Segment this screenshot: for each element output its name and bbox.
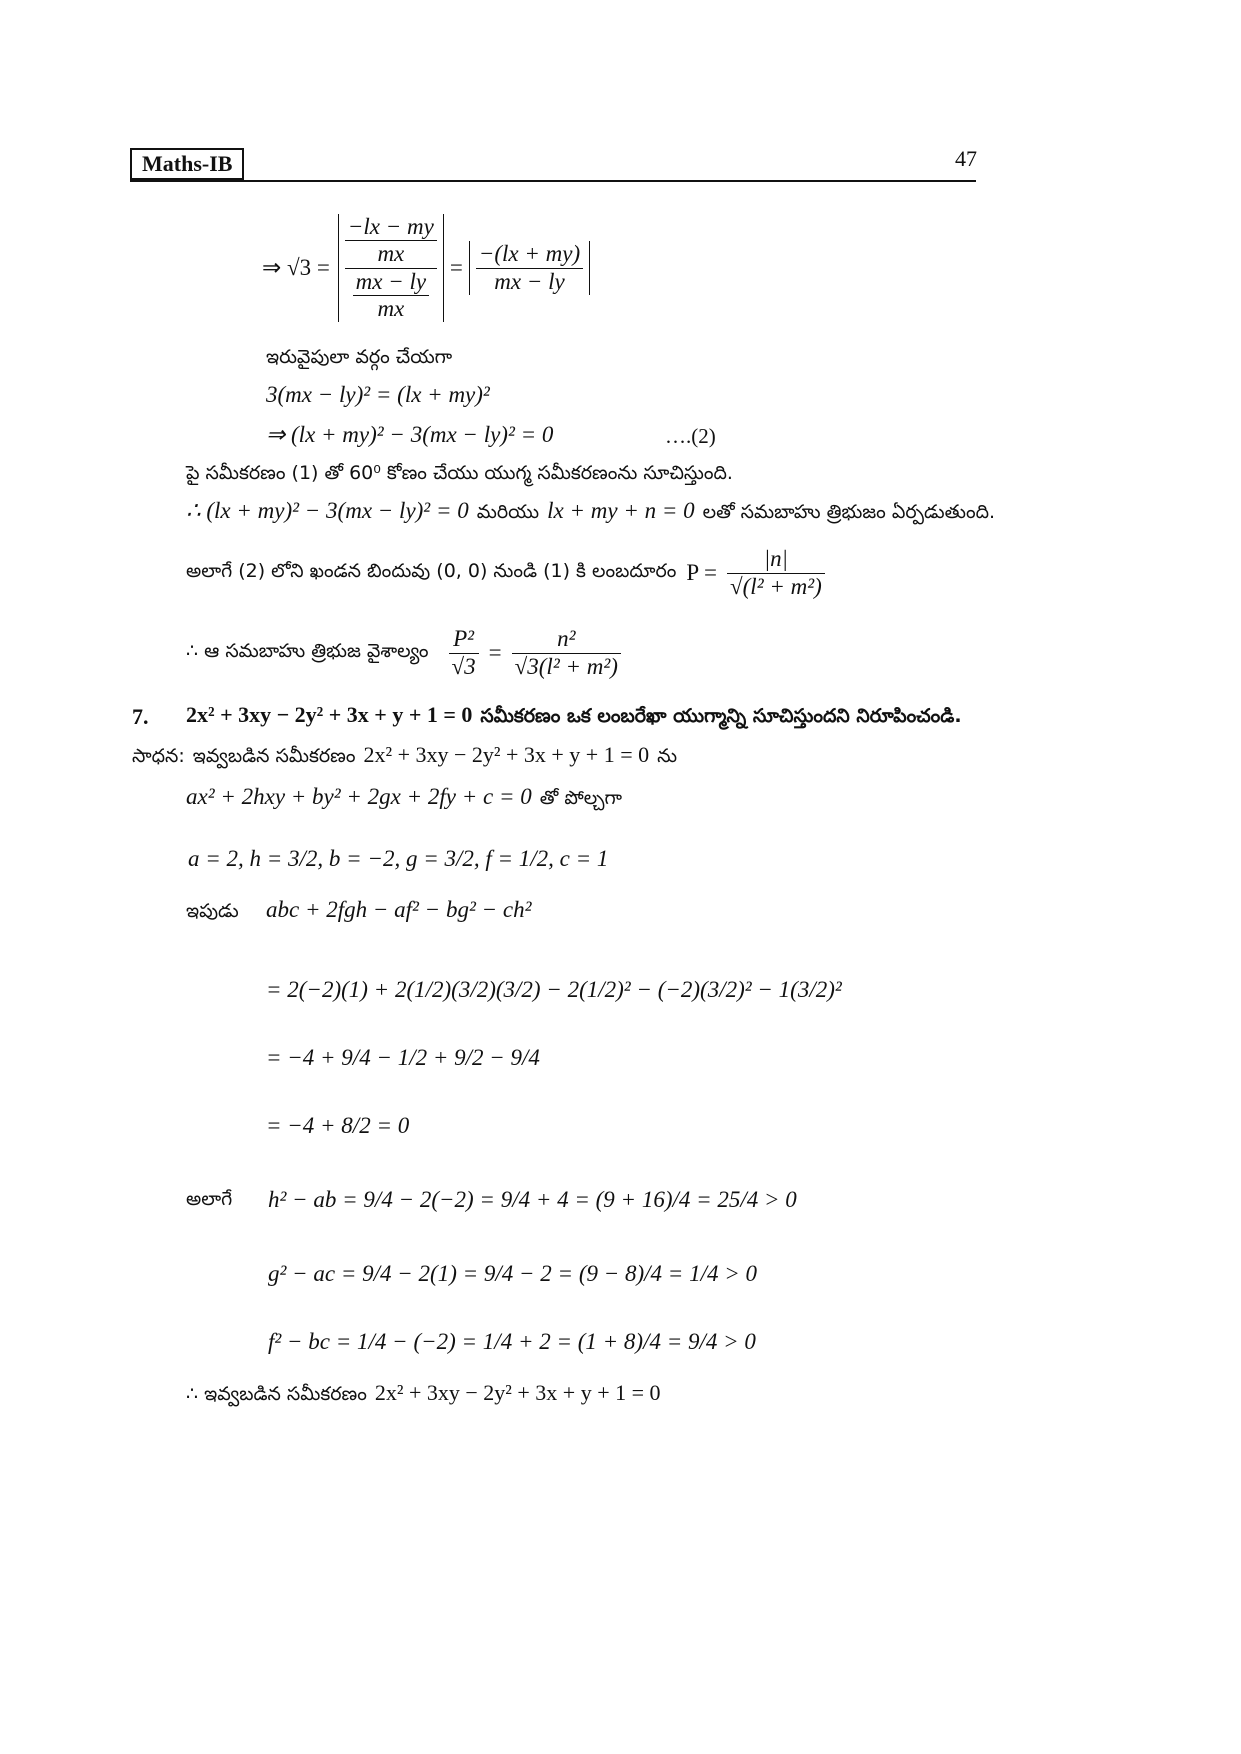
general-form: ax² + 2hxy + by² + 2gx + 2fy + c = 0: [186, 784, 532, 809]
conclusion-line: [186, 1380, 661, 1410]
solution-line1: [132, 742, 677, 772]
step2-eq1: 3(mx − ly)² = (lx + my)²: [266, 382, 490, 407]
line-60-degree: పై సమీకరణం (1) తో 60⁰ కోణం చేయు యుగ్మ సమీకరణంను సూచిస్తుంది.: [186, 462, 733, 484]
also-text: అలాగే: [186, 1188, 233, 1210]
equation-tag-2: ….(2): [665, 424, 716, 448]
step2-eq2: ⇒ (lx + my)² − 3(mx − ly)² = 0: [266, 422, 554, 447]
compare-text: తో పోల్చగా: [539, 787, 622, 809]
g-line: [268, 1246, 757, 1302]
question-equation: 2x² + 3xy − 2y² + 3x + y + 1 = 0: [186, 702, 473, 727]
area-text: ∴ ఆ సమబాహు త్రిభుజ వైశాల్యం: [186, 639, 429, 662]
page-number: 47: [955, 146, 977, 171]
h-line-text: h² − ab = 9/4 − 2(−2) = 9/4 + 4 = (9 + 16)/4 = 25/4 > 0: [268, 1187, 797, 1212]
delta-line1: [266, 960, 842, 1020]
now-text: ఇపుడు: [186, 900, 239, 922]
square-both-sides-text: ఇరువైపులా వర్గం చేయగా: [266, 346, 453, 368]
section-label: Maths-IB: [130, 148, 244, 180]
triangle-math2: lx + my + n = 0: [547, 498, 695, 523]
header-rule: [130, 180, 976, 182]
g-line-text: g² − ac = 9/4 − 2(1) = 9/4 − 2 = (9 − 8)/4 = 1/4 > 0: [268, 1261, 757, 1286]
delta-line2: [266, 1030, 540, 1086]
step1-eq: =: [449, 255, 463, 280]
delta-line3-text: = −4 + 8/2 = 0: [266, 1113, 410, 1138]
conclusion-eq: 2x² + 3xy − 2y² + 3x + y + 1 = 0: [374, 1380, 661, 1405]
general-form-line: [186, 784, 622, 814]
area-num2: n²: [512, 626, 621, 653]
distance-den: √(l² + m²): [730, 573, 822, 599]
distance-num: |n|: [727, 546, 825, 573]
step1-lhs: ⇒ √3 =: [262, 255, 330, 280]
solution-label: సాధన:: [132, 745, 185, 767]
step1-num-bot: mx: [377, 241, 405, 267]
distance-p: P =: [686, 560, 718, 585]
step1-abs-right: [469, 241, 590, 295]
step1-equation: [262, 212, 590, 324]
coefficients: [188, 834, 608, 884]
question-text: సమీకరణం ఒక లంబరేఖా యుగ్మాన్ని సూచిస్తుందని నిరూపించండి.: [480, 705, 962, 727]
line-triangle: [186, 498, 995, 528]
line-area: [186, 620, 621, 686]
line-distance: [186, 538, 825, 608]
delta-line3: [266, 1098, 409, 1154]
triangle-text2: లతో సమబాహు త్రిభుజం ఏర్పడుతుంది.: [702, 501, 996, 523]
step1-abs-left: [338, 214, 444, 323]
area-num1: P²: [449, 626, 479, 653]
delta-expression: abc + 2fgh − af² − bg² − ch²: [266, 897, 532, 922]
f-line-text: f² − bc = 1/4 − (−2) = 1/4 + 2 = (1 + 8)/4 = 9/4 > 0: [268, 1329, 756, 1354]
step1-rhs-den: mx − ly: [494, 268, 565, 294]
question-number: 7.: [132, 704, 149, 729]
solution-text2: ను: [657, 745, 678, 767]
step1-rhs-num: −(lx + my): [476, 241, 583, 268]
area-den1: √3: [451, 653, 476, 679]
distance-text: అలాగే (2) లోని ఖండన బిందువు (0, 0) నుండి (1) కి లంబదూరం: [186, 559, 677, 582]
question-7: [186, 702, 962, 732]
conclusion-text: ∴ ఇవ్వబడిన సమీకరణం: [186, 1383, 367, 1405]
delta-line1-text: = 2(−2)(1) + 2(1/2)(3/2)(3/2) − 2(1/2)² − (−2)(3/2)² − 1(3/2)²: [266, 977, 842, 1002]
f-line: [268, 1314, 756, 1370]
h-line: [268, 1172, 797, 1228]
step1-den-top: mx − ly: [353, 269, 429, 296]
solution-text1: ఇవ్వబడిన సమీకరణం: [192, 745, 356, 767]
area-den2: √3(l² + m²): [514, 653, 618, 679]
solution-eq: 2x² + 3xy − 2y² + 3x + y + 1 = 0: [363, 742, 650, 767]
area-eq: =: [488, 640, 502, 665]
step1-den-bot: mx: [377, 295, 405, 321]
step1-num-top: −lx − my: [345, 214, 437, 241]
delta-line2-text: = −4 + 9/4 − 1/2 + 9/2 − 9/4: [266, 1045, 540, 1070]
triangle-text1: మరియు: [476, 501, 540, 523]
coefficients-text: a = 2, h = 3/2, b = −2, g = 3/2, f = 1/2, c = 1: [188, 846, 609, 871]
triangle-math: ∴ (lx + my)² − 3(mx − ly)² = 0: [186, 498, 469, 523]
